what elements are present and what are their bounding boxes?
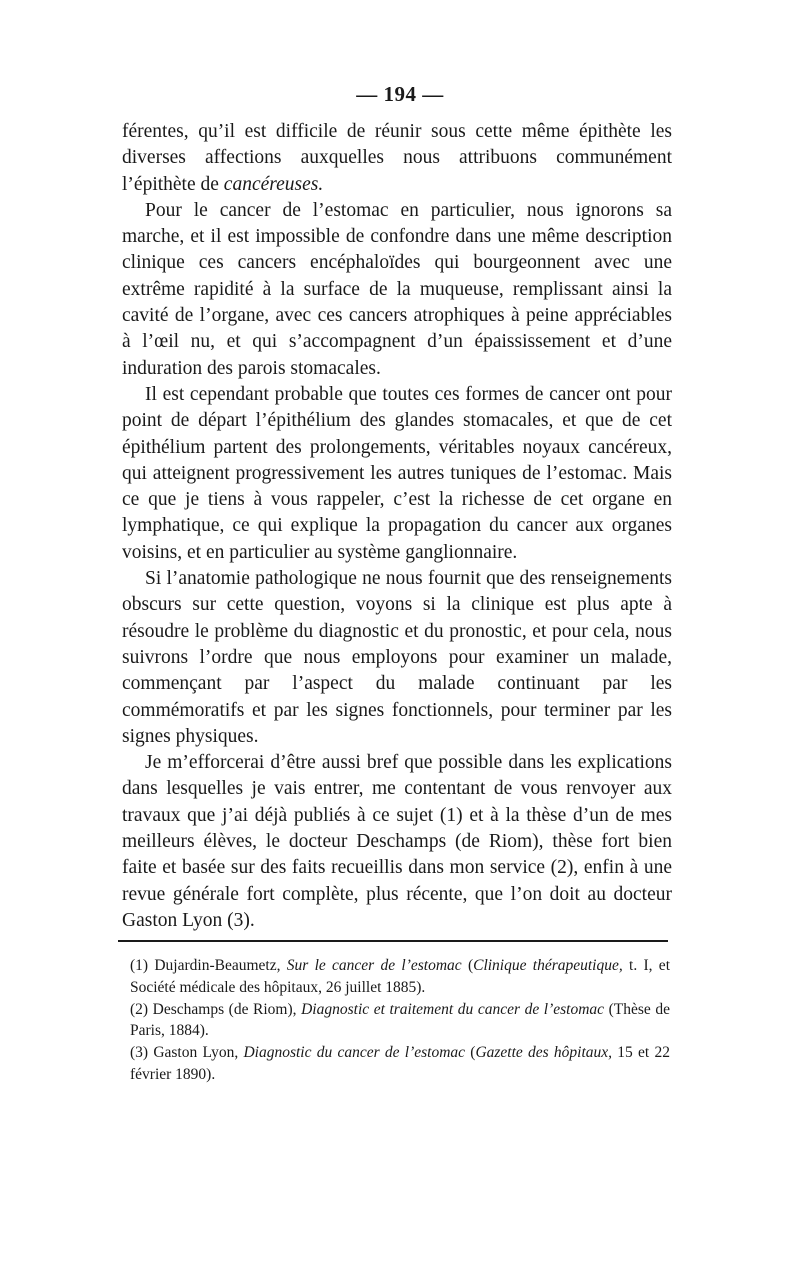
footnote-2 bbox=[130, 999, 670, 1043]
footnote-1 bbox=[130, 955, 670, 999]
footnote-3-mid: ( bbox=[465, 1044, 476, 1062]
footnote-3-title: Diagnostic du cancer de l’estomac bbox=[243, 1044, 466, 1062]
main-text bbox=[122, 119, 672, 934]
footnotes bbox=[130, 955, 670, 1086]
footnote-1-lead: (1) Dujardin-Beaumetz, bbox=[130, 957, 287, 974]
footnote-1-tail: t. I, et Société médicale des hôpitaux, 26 juillet 1885). bbox=[130, 957, 670, 996]
paragraph-1-italic: cancéreuses. bbox=[223, 173, 324, 195]
footnote-2-mid: (Thèse de Paris, 1884). bbox=[130, 1000, 670, 1040]
paragraph-3: Il est cependant probable que toutes ces formes de cancer ont pour point de départ l’épithélium des glandes stomacales, et que de cet épithélium partent des prolongements, véritables noyaux cancéreux, qui atteignent progressivement les autres tuniques de l’estomac. Mais ce que je tiens à vous rappeler, c’est la richesse de cet organe en lymphatique, ce qui explique la propagation du cancer aux organes voisins, et en particulier au système ganglionnaire. bbox=[122, 383, 672, 563]
paragraph-5: Je m’efforcerai d’être aussi bref que possible dans les explications dans lesquelles je vais entrer, me contentant de vous renvoyer aux travaux que j’ai déjà publiés à ce sujet (1) et à la thèse d’un de mes meilleurs élèves, le docteur Deschamps (de Riom), thèse fort bien faite et basée sur des faits recueillis dans mon service (2), enfin à une revue générale fort complète, plus récente, que l’on doit au docteur Gaston Lyon (3). bbox=[122, 752, 672, 931]
footnote-3-lead: (3) Gaston Lyon, bbox=[130, 1044, 244, 1062]
paragraph-4: Si l’anatomie pathologique ne nous fournit que des renseignements obscurs sur cette question, voyons si la clinique est plus apte à résoudre le problème du diagnostic et du pronostic, et pour cela, nous suivrons l’ordre que nous employons pour examiner un malade, commençant par l’aspect du malade continuant par les commémoratifs et par les signes fonctionnels, pour terminer par les signes physiques. bbox=[122, 568, 672, 747]
paragraph-1 bbox=[122, 119, 672, 198]
footnote-3-source: Gazette des hôpitaux, bbox=[475, 1044, 613, 1062]
paragraph-2: Pour le cancer de l’estomac en particulier, nous ignorons sa marche, et il est impossible de confondre dans une même description clinique ces cancers encéphaloïdes qui bourgeonnent avec une extrême rapidité à la surface de la muqueuse, remplissant ainsi la cavité de l’organe, avec ces cancers atrophiques à peine appréciables à l’œil nu, et qui s’accompagnent d’un épaississement et d’une induration des parois stomacales. bbox=[122, 199, 672, 379]
footnote-3-tail: 15 et 22 février 1890). bbox=[130, 1044, 670, 1083]
paragraph-1-text: férentes, qu’il est difficile de réunir sous cette même épithète les diverses affections auxquelles nous attribuons communément l’épithète de bbox=[122, 121, 672, 195]
page-number: — 194 — bbox=[356, 82, 444, 106]
footnote-2-title: Diagnostic et traitement du cancer de l’estomac bbox=[301, 1000, 605, 1018]
footnote-divider bbox=[118, 940, 668, 942]
footnote-1-title: Sur le cancer de l’estomac bbox=[286, 957, 462, 974]
footnote-2-lead: (2) Deschamps (de Riom), bbox=[130, 1000, 302, 1018]
footnote-3 bbox=[130, 1042, 670, 1086]
footnote-1-source: Clinique thérapeutique, bbox=[473, 957, 623, 974]
footnote-1-mid: ( bbox=[461, 957, 474, 974]
